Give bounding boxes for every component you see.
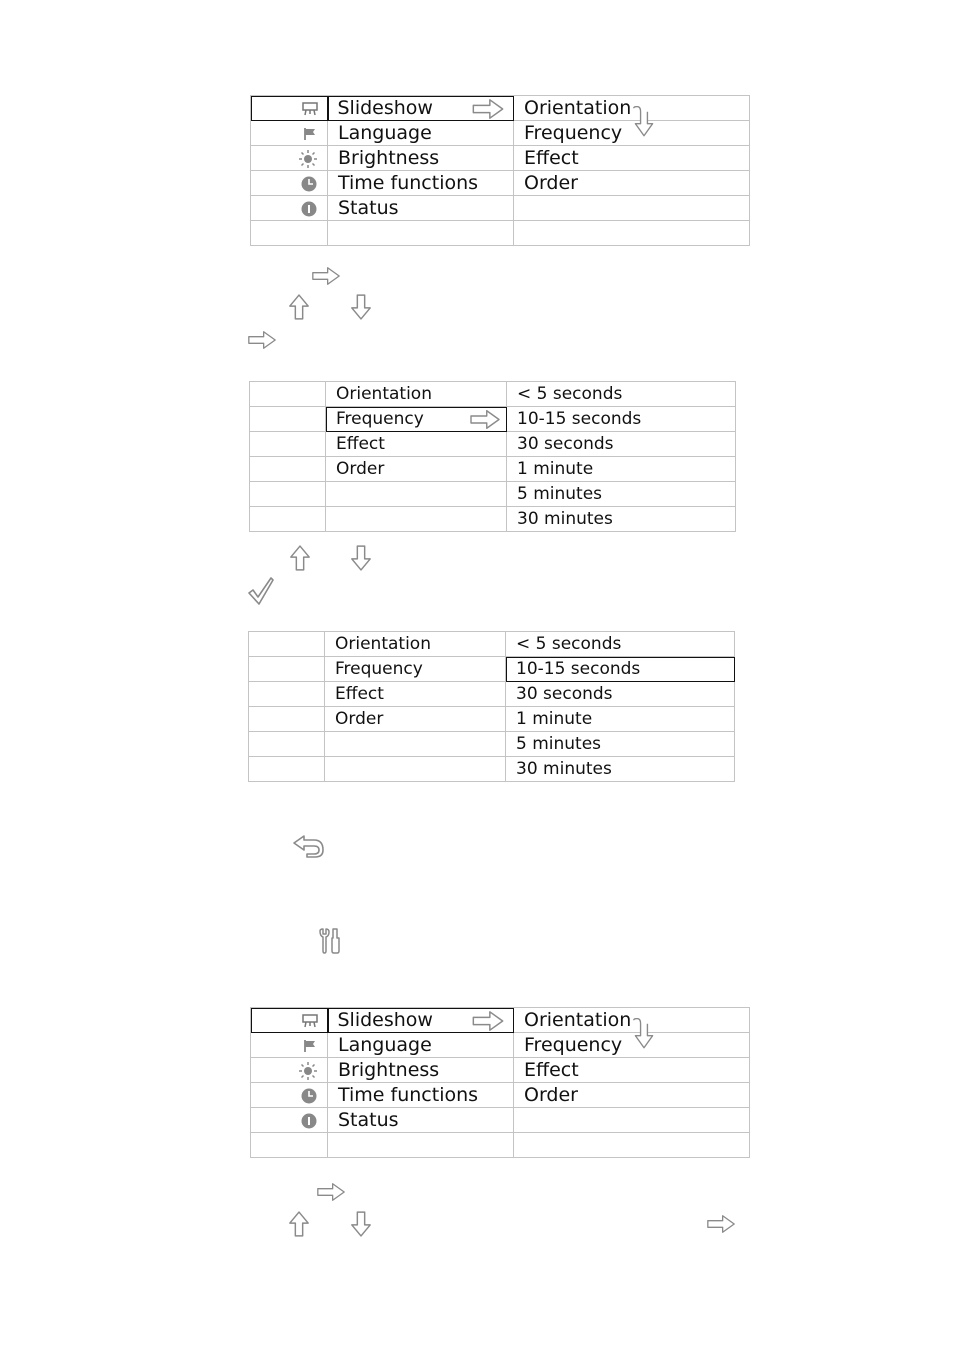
empty-cell [326, 482, 507, 507]
menu-row [251, 221, 750, 246]
submenu-label: Order [524, 1084, 578, 1106]
menu-item-label: Frequency [335, 659, 423, 679]
menu-item-label: Language [338, 122, 432, 144]
menu-row [251, 171, 750, 196]
menu-item-language[interactable] [328, 1033, 514, 1058]
submenu-label: Effect [524, 1059, 579, 1081]
empty-cell [251, 1133, 328, 1158]
menu-item-slideshow[interactable] [328, 96, 514, 121]
option-label: 10-15 seconds [516, 659, 641, 679]
submenu-item[interactable] [514, 171, 750, 196]
empty-cell [250, 407, 326, 432]
menu-item-label: Order [335, 709, 384, 729]
menu-row [251, 121, 750, 146]
option-item[interactable] [507, 432, 736, 457]
right-arrow-icon [248, 329, 276, 351]
option-label: 30 minutes [517, 509, 613, 529]
option-item[interactable] [507, 482, 736, 507]
empty-cell [328, 1133, 514, 1158]
submenu-label: Frequency [524, 122, 623, 144]
slideshow-icon [251, 96, 328, 121]
option-label: 30 minutes [516, 759, 612, 779]
down-arrow-icon [350, 1210, 372, 1238]
menu-item-brightness[interactable] [328, 146, 514, 171]
menu-row [251, 1008, 750, 1033]
menu-item-order[interactable] [326, 457, 507, 482]
menu-row [249, 657, 735, 682]
menu-1 [250, 95, 750, 246]
menu-item-effect[interactable] [326, 432, 507, 457]
menu-item-status[interactable] [328, 1108, 514, 1133]
menu-item-label: Time functions [338, 1084, 479, 1106]
menu-item-frequency[interactable] [326, 407, 507, 432]
empty-cell [250, 457, 326, 482]
menu-row [249, 732, 735, 757]
submenu-label: Order [524, 172, 578, 194]
menu-row [249, 757, 735, 782]
option-item-selected[interactable] [506, 657, 735, 682]
menu-row [251, 1108, 750, 1133]
menu-item-order[interactable] [325, 707, 506, 732]
option-item[interactable] [506, 732, 735, 757]
flag-icon [251, 1033, 328, 1058]
option-label: 5 minutes [517, 484, 603, 504]
option-label: 5 minutes [516, 734, 602, 754]
option-item[interactable] [506, 682, 735, 707]
menu-row [250, 432, 736, 457]
option-item[interactable] [506, 632, 735, 657]
empty-cell [249, 732, 325, 757]
menu-row [251, 196, 750, 221]
down-arrow-icon [350, 293, 372, 321]
menu-item-label: Status [338, 1109, 399, 1131]
slideshow-icon [251, 1008, 328, 1033]
menu-item-time-functions[interactable] [328, 1083, 514, 1108]
menu-4 [250, 1007, 750, 1158]
empty-cell [249, 757, 325, 782]
menu-row [251, 146, 750, 171]
menu-item-label: Brightness [338, 1059, 440, 1081]
menu-item-label: Effect [335, 684, 384, 704]
right-arrow-icon [312, 265, 340, 287]
check-icon [247, 576, 275, 606]
menu-3 [248, 631, 735, 782]
submenu-item[interactable] [514, 146, 750, 171]
up-arrow-icon [288, 1210, 310, 1238]
menu-item-label: Slideshow [337, 1009, 433, 1031]
empty-cell [249, 707, 325, 732]
menu-item-label: Brightness [338, 147, 440, 169]
menu-item-slideshow[interactable] [328, 1008, 514, 1033]
empty-cell [250, 507, 326, 532]
menu-row [250, 457, 736, 482]
down-arrow-icon [350, 544, 372, 572]
submenu-item[interactable] [514, 1008, 750, 1033]
settings-icon [317, 928, 343, 954]
menu-row [251, 96, 750, 121]
right-arrow-icon [707, 1213, 735, 1235]
right-arrow-icon [471, 98, 505, 120]
menu-row [251, 1083, 750, 1108]
menu-item-language[interactable] [328, 121, 514, 146]
option-label: < 5 seconds [516, 634, 622, 654]
option-label: 30 seconds [516, 684, 613, 704]
submenu-label: Frequency [524, 1034, 623, 1056]
clock-icon [251, 1083, 328, 1108]
clock-icon [251, 171, 328, 196]
option-item[interactable] [507, 507, 736, 532]
option-label: < 5 seconds [517, 384, 623, 404]
menu-row [251, 1133, 750, 1158]
submenu-item[interactable] [514, 1083, 750, 1108]
flag-icon [251, 121, 328, 146]
empty-cell [249, 657, 325, 682]
option-label: 1 minute [516, 709, 593, 729]
menu-item-label: Orientation [336, 384, 432, 404]
menu-item-label: Language [338, 1034, 432, 1056]
menu-row [249, 707, 735, 732]
option-item[interactable] [507, 457, 736, 482]
menu-item-orientation[interactable] [326, 382, 507, 407]
up-arrow-icon [288, 293, 310, 321]
sun-icon [251, 146, 328, 171]
empty-cell [326, 507, 507, 532]
menu-item-label: Frequency [336, 409, 424, 429]
empty-cell [250, 482, 326, 507]
back-icon [292, 834, 326, 858]
option-item[interactable] [506, 757, 735, 782]
option-label: 1 minute [517, 459, 594, 479]
menu-item-time-functions[interactable] [328, 171, 514, 196]
menu-item-label: Status [338, 197, 399, 219]
menu-item-status[interactable] [328, 196, 514, 221]
menu-row [249, 632, 735, 657]
menu-item-label: Orientation [335, 634, 431, 654]
menu-row [250, 482, 736, 507]
menu-row [250, 382, 736, 407]
empty-cell [514, 1133, 750, 1158]
menu-row [251, 1058, 750, 1083]
submenu-item[interactable] [514, 96, 750, 121]
menu-2 [249, 381, 736, 532]
menu-item-frequency[interactable] [325, 657, 506, 682]
menu-item-label: Slideshow [337, 97, 433, 119]
submenu-label: Orientation [524, 1009, 632, 1031]
empty-cell [328, 221, 514, 246]
submenu-item [514, 196, 750, 221]
menu-row [250, 507, 736, 532]
empty-cell [250, 432, 326, 457]
up-arrow-icon [289, 544, 311, 572]
menu-item-label: Order [336, 459, 385, 479]
right-arrow-icon [471, 1010, 505, 1032]
empty-cell [249, 632, 325, 657]
submenu-item[interactable] [514, 1058, 750, 1083]
empty-cell [250, 382, 326, 407]
empty-cell [251, 221, 328, 246]
menu-item-label: Effect [336, 434, 385, 454]
menu-item-effect[interactable] [325, 682, 506, 707]
empty-cell [325, 732, 506, 757]
submenu-item[interactable] [514, 121, 750, 146]
info-icon [251, 196, 328, 221]
menu-row [251, 1033, 750, 1058]
sun-icon [251, 1058, 328, 1083]
submenu-item [514, 1108, 750, 1133]
empty-cell [325, 757, 506, 782]
menu-item-orientation[interactable] [325, 632, 506, 657]
option-label: 10-15 seconds [517, 409, 642, 429]
submenu-label: Effect [524, 147, 579, 169]
info-icon [251, 1108, 328, 1133]
option-item[interactable] [507, 407, 736, 432]
menu-row [249, 682, 735, 707]
option-label: 30 seconds [517, 434, 614, 454]
submenu-item[interactable] [514, 1033, 750, 1058]
empty-cell [249, 682, 325, 707]
right-arrow-icon [317, 1181, 345, 1203]
right-arrow-icon [469, 409, 501, 430]
menu-item-brightness[interactable] [328, 1058, 514, 1083]
empty-cell [514, 221, 750, 246]
menu-item-label: Time functions [338, 172, 479, 194]
option-item[interactable] [506, 707, 735, 732]
option-item[interactable] [507, 382, 736, 407]
menu-row [250, 407, 736, 432]
submenu-label: Orientation [524, 97, 632, 119]
